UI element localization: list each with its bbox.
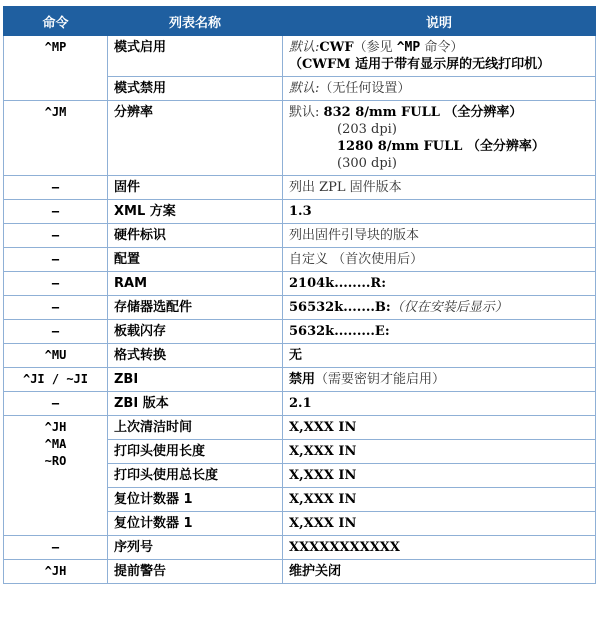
command-cell: – bbox=[4, 296, 108, 320]
table-row bbox=[4, 416, 596, 440]
name-cell: 打印头使用长度 bbox=[108, 440, 283, 464]
table-row bbox=[4, 536, 596, 560]
description-cell: 维护关闭 bbox=[283, 560, 596, 584]
name-cell: 提前警告 bbox=[108, 560, 283, 584]
table-header bbox=[4, 7, 596, 36]
command-cell: – bbox=[4, 320, 108, 344]
table-row bbox=[4, 101, 596, 176]
name-cell: 配置 bbox=[108, 248, 283, 272]
command-cell: – bbox=[4, 272, 108, 296]
description-cell: X,XXX IN bbox=[283, 440, 596, 464]
table-row bbox=[4, 296, 596, 320]
name-cell: 分辨率 bbox=[108, 101, 283, 176]
description-cell: 56532k.......B:（仅在安装后显示） bbox=[283, 296, 596, 320]
description-cell: 默认:（无任何设置） bbox=[283, 77, 596, 101]
command-cell: – bbox=[4, 392, 108, 416]
name-cell: 模式启用 bbox=[108, 36, 283, 77]
table-row bbox=[4, 344, 596, 368]
table-row bbox=[4, 224, 596, 248]
name-cell: XML 方案 bbox=[108, 200, 283, 224]
name-cell: 上次清洁时间 bbox=[108, 416, 283, 440]
table-row bbox=[4, 200, 596, 224]
name-cell: 存储器选配件 bbox=[108, 296, 283, 320]
name-cell: RAM bbox=[108, 272, 283, 296]
name-cell: 复位计数器 1 bbox=[108, 512, 283, 536]
table-row bbox=[4, 272, 596, 296]
name-cell: ZBI bbox=[108, 368, 283, 392]
description-cell: 默认: 832 8/mm FULL （全分辨率） (203 dpi) 1280 8/mm FULL （全分辨率） (300 dpi) bbox=[283, 101, 596, 176]
description-cell: 禁用（需要密钥才能启用） bbox=[283, 368, 596, 392]
description-cell: X,XXX IN bbox=[283, 464, 596, 488]
command-cell: – bbox=[4, 248, 108, 272]
description-cell: X,XXX IN bbox=[283, 512, 596, 536]
table-row bbox=[4, 368, 596, 392]
description-cell: 列出 ZPL 固件版本 bbox=[283, 176, 596, 200]
command-cell: ^JH ^MA ~RO bbox=[4, 416, 108, 536]
name-cell: 模式禁用 bbox=[108, 77, 283, 101]
command-cell: – bbox=[4, 224, 108, 248]
description-cell: 列出固件引导块的版本 bbox=[283, 224, 596, 248]
description-cell: X,XXX IN bbox=[283, 416, 596, 440]
description-cell: XXXXXXXXXXX bbox=[283, 536, 596, 560]
table-row bbox=[4, 36, 596, 77]
name-cell: 复位计数器 1 bbox=[108, 488, 283, 512]
settings-table bbox=[3, 6, 596, 584]
name-cell: 格式转换 bbox=[108, 344, 283, 368]
command-cell: – bbox=[4, 536, 108, 560]
command-cell: – bbox=[4, 176, 108, 200]
header-command: 命令 bbox=[4, 7, 108, 36]
name-cell: 打印头使用总长度 bbox=[108, 464, 283, 488]
header-description: 说明 bbox=[283, 7, 596, 36]
command-cell: – bbox=[4, 200, 108, 224]
table-row bbox=[4, 320, 596, 344]
command-cell: ^MP bbox=[4, 36, 108, 101]
config-table-doc bbox=[3, 6, 595, 584]
name-cell: ZBI 版本 bbox=[108, 392, 283, 416]
name-cell: 硬件标识 bbox=[108, 224, 283, 248]
description-cell: 5632k.........E: bbox=[283, 320, 596, 344]
table-row bbox=[4, 560, 596, 584]
name-cell: 序列号 bbox=[108, 536, 283, 560]
description-cell: 默认:CWF（参见 ^MP 命令） （CWFM 适用于带有显示屏的无线打印机） bbox=[283, 36, 596, 77]
name-cell: 板载闪存 bbox=[108, 320, 283, 344]
table-row bbox=[4, 248, 596, 272]
description-cell: 1.3 bbox=[283, 200, 596, 224]
table-row bbox=[4, 392, 596, 416]
name-cell: 固件 bbox=[108, 176, 283, 200]
description-cell: X,XXX IN bbox=[283, 488, 596, 512]
command-cell: ^JI / ~JI bbox=[4, 368, 108, 392]
header-name: 列表名称 bbox=[108, 7, 283, 36]
description-cell: 2.1 bbox=[283, 392, 596, 416]
description-cell: 无 bbox=[283, 344, 596, 368]
command-cell: ^MU bbox=[4, 344, 108, 368]
table-row bbox=[4, 176, 596, 200]
description-cell: 自定义 （首次使用后） bbox=[283, 248, 596, 272]
description-cell: 2104k........R: bbox=[283, 272, 596, 296]
command-cell: ^JM bbox=[4, 101, 108, 176]
command-cell: ^JH bbox=[4, 560, 108, 584]
